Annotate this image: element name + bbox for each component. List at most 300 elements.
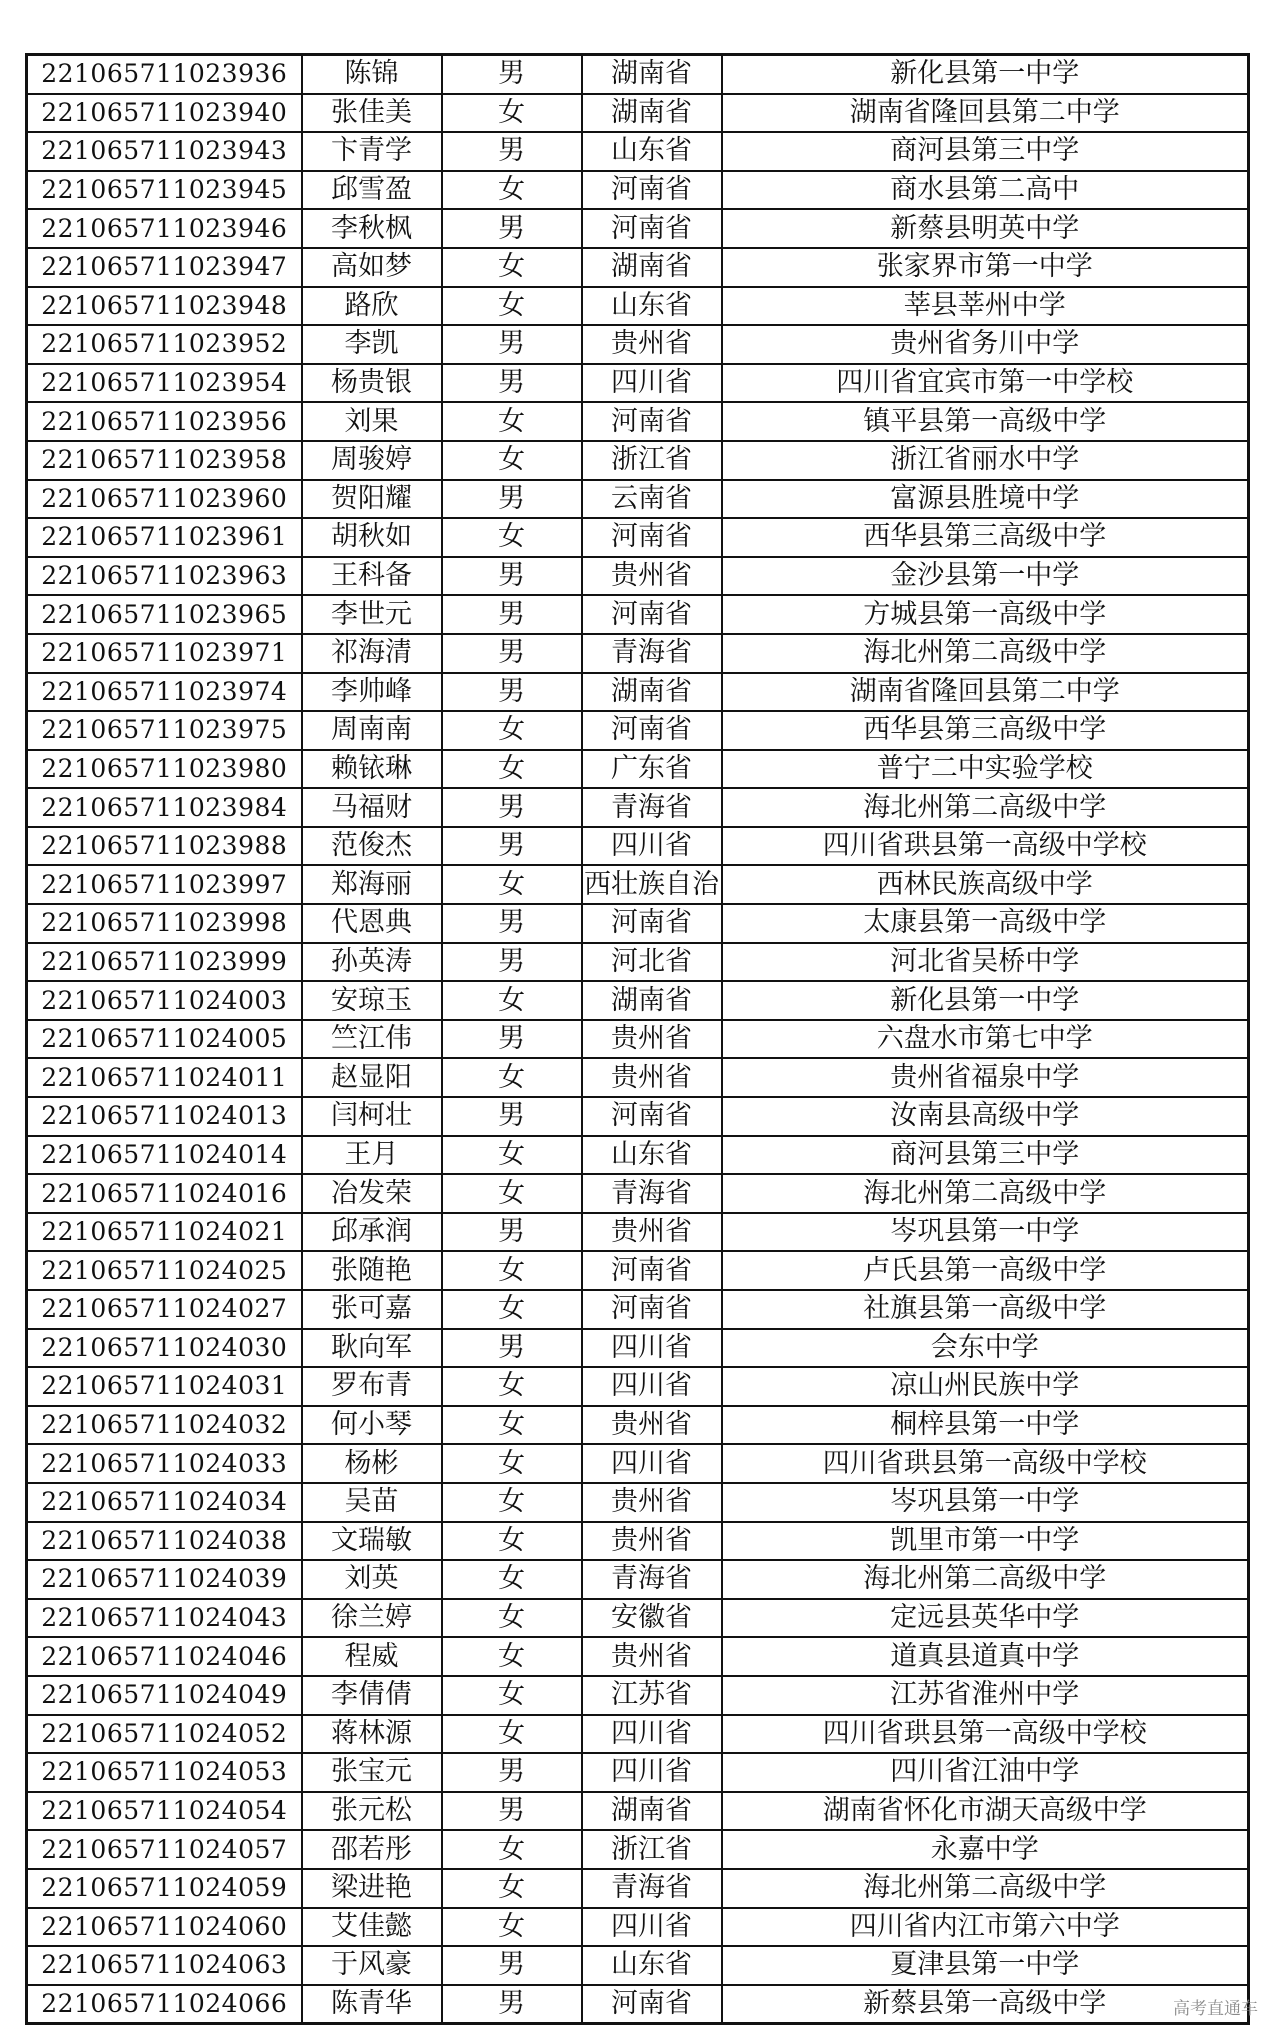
cell-id: 221065711024014 — [27, 1136, 302, 1175]
cell-name: 刘果 — [302, 402, 442, 441]
cell-province: 河南省 — [582, 1985, 722, 2024]
cell-id: 221065711023961 — [27, 518, 302, 557]
cell-province: 湖南省 — [582, 673, 722, 712]
cell-id: 221065711023952 — [27, 325, 302, 364]
cell-school: 商水县第二高中 — [722, 171, 1249, 210]
cell-school: 六盘水市第七中学 — [722, 1020, 1249, 1059]
cell-school: 凯里市第一中学 — [722, 1522, 1249, 1561]
table-row — [27, 1097, 1249, 1136]
cell-name: 赵显阳 — [302, 1058, 442, 1097]
cell-school: 江苏省淮州中学 — [722, 1676, 1249, 1715]
table-row — [27, 827, 1249, 866]
cell-school: 莘县莘州中学 — [722, 287, 1249, 326]
cell-id: 221065711024066 — [27, 1985, 302, 2024]
cell-id: 221065711024057 — [27, 1830, 302, 1869]
cell-school: 海北州第二高级中学 — [722, 788, 1249, 827]
cell-sex: 女 — [442, 402, 582, 441]
cell-name: 程威 — [302, 1637, 442, 1676]
cell-sex: 女 — [442, 1908, 582, 1947]
cell-sex: 女 — [442, 1637, 582, 1676]
table-row — [27, 55, 1249, 94]
cell-province: 贵州省 — [582, 325, 722, 364]
cell-name: 胡秋如 — [302, 518, 442, 557]
cell-name: 高如梦 — [302, 248, 442, 287]
cell-name: 徐兰婷 — [302, 1599, 442, 1638]
table-row — [27, 132, 1249, 171]
cell-id: 221065711023971 — [27, 634, 302, 673]
cell-id: 221065711024021 — [27, 1213, 302, 1252]
cell-province: 河南省 — [582, 171, 722, 210]
table-row — [27, 788, 1249, 827]
cell-sex: 男 — [442, 1792, 582, 1831]
table-row — [27, 634, 1249, 673]
cell-school: 湖南省隆回县第二中学 — [722, 94, 1249, 133]
cell-sex: 女 — [442, 1599, 582, 1638]
table-row — [27, 518, 1249, 557]
cell-province: 湖南省 — [582, 94, 722, 133]
cell-sex: 男 — [442, 325, 582, 364]
table-row — [27, 1136, 1249, 1175]
cell-sex: 女 — [442, 1560, 582, 1599]
cell-id: 221065711023946 — [27, 209, 302, 248]
cell-name: 贺阳耀 — [302, 480, 442, 519]
cell-school: 四川省内江市第六中学 — [722, 1908, 1249, 1947]
cell-school: 岑巩县第一中学 — [722, 1213, 1249, 1252]
cell-sex: 男 — [442, 480, 582, 519]
table-row — [27, 480, 1249, 519]
cell-sex: 男 — [442, 557, 582, 596]
cell-province: 贵州省 — [582, 1522, 722, 1561]
cell-sex: 女 — [442, 1406, 582, 1445]
cell-id: 221065711024033 — [27, 1444, 302, 1483]
cell-sex: 女 — [442, 441, 582, 480]
cell-sex: 女 — [442, 981, 582, 1020]
cell-school: 海北州第二高级中学 — [722, 1869, 1249, 1908]
cell-school: 海北州第二高级中学 — [722, 634, 1249, 673]
cell-id: 221065711023956 — [27, 402, 302, 441]
cell-sex: 女 — [442, 518, 582, 557]
cell-name: 赖铱琳 — [302, 750, 442, 789]
cell-id: 221065711023940 — [27, 94, 302, 133]
cell-name: 闫柯壮 — [302, 1097, 442, 1136]
cell-id: 221065711024034 — [27, 1483, 302, 1522]
cell-school: 张家界市第一中学 — [722, 248, 1249, 287]
cell-sex: 男 — [442, 673, 582, 712]
table-row — [27, 750, 1249, 789]
cell-name: 邱承润 — [302, 1213, 442, 1252]
cell-name: 于风豪 — [302, 1946, 442, 1985]
cell-id: 221065711024030 — [27, 1329, 302, 1368]
cell-school: 富源县胜境中学 — [722, 480, 1249, 519]
cell-province: 青海省 — [582, 1869, 722, 1908]
cell-name: 张可嘉 — [302, 1290, 442, 1329]
cell-id: 221065711024039 — [27, 1560, 302, 1599]
cell-sex: 男 — [442, 634, 582, 673]
table-row — [27, 1676, 1249, 1715]
cell-sex: 女 — [442, 248, 582, 287]
cell-province: 浙江省 — [582, 441, 722, 480]
cell-sex: 女 — [442, 1367, 582, 1406]
cell-province: 河南省 — [582, 518, 722, 557]
cell-name: 周骏婷 — [302, 441, 442, 480]
cell-name: 罗布青 — [302, 1367, 442, 1406]
cell-id: 221065711024053 — [27, 1753, 302, 1792]
cell-sex: 男 — [442, 595, 582, 634]
cell-province: 山东省 — [582, 287, 722, 326]
cell-school: 贵州省福泉中学 — [722, 1058, 1249, 1097]
cell-sex: 女 — [442, 865, 582, 904]
cell-id: 221065711023947 — [27, 248, 302, 287]
cell-sex: 男 — [442, 788, 582, 827]
cell-id: 221065711024005 — [27, 1020, 302, 1059]
cell-name: 张佳美 — [302, 94, 442, 133]
cell-school: 新化县第一中学 — [722, 55, 1249, 94]
cell-school: 商河县第三中学 — [722, 1136, 1249, 1175]
cell-id: 221065711024025 — [27, 1251, 302, 1290]
table-row — [27, 1406, 1249, 1445]
cell-id: 221065711023975 — [27, 711, 302, 750]
cell-id: 221065711024046 — [27, 1637, 302, 1676]
cell-id: 221065711023998 — [27, 904, 302, 943]
cell-id: 221065711023997 — [27, 865, 302, 904]
cell-name: 蒋林源 — [302, 1715, 442, 1754]
cell-province: 广东省 — [582, 750, 722, 789]
cell-name: 李帅峰 — [302, 673, 442, 712]
table-row — [27, 1753, 1249, 1792]
cell-name: 张随艳 — [302, 1251, 442, 1290]
table-row — [27, 1367, 1249, 1406]
cell-province: 湖南省 — [582, 55, 722, 94]
cell-province: 浙江省 — [582, 1830, 722, 1869]
table-row — [27, 981, 1249, 1020]
cell-name: 邵若彤 — [302, 1830, 442, 1869]
cell-id: 221065711024032 — [27, 1406, 302, 1445]
cell-province: 贵州省 — [582, 1213, 722, 1252]
cell-id: 221065711023948 — [27, 287, 302, 326]
cell-id: 221065711024043 — [27, 1599, 302, 1638]
table-row — [27, 1174, 1249, 1213]
table-row — [27, 364, 1249, 403]
cell-name: 张元松 — [302, 1792, 442, 1831]
cell-sex: 男 — [442, 364, 582, 403]
table-row — [27, 711, 1249, 750]
cell-sex: 男 — [442, 209, 582, 248]
cell-id: 221065711023963 — [27, 557, 302, 596]
cell-province: 湖南省 — [582, 981, 722, 1020]
cell-name: 李凯 — [302, 325, 442, 364]
cell-school: 商河县第三中学 — [722, 132, 1249, 171]
cell-name: 安琼玉 — [302, 981, 442, 1020]
cell-school: 四川省珙县第一高级中学校 — [722, 1444, 1249, 1483]
table-row — [27, 209, 1249, 248]
cell-school: 西华县第三高级中学 — [722, 518, 1249, 557]
cell-name: 邱雪盈 — [302, 171, 442, 210]
table-row — [27, 1830, 1249, 1869]
cell-school: 贵州省务川中学 — [722, 325, 1249, 364]
cell-name: 耿向军 — [302, 1329, 442, 1368]
cell-school: 海北州第二高级中学 — [722, 1560, 1249, 1599]
cell-province: 贵州省 — [582, 557, 722, 596]
cell-id: 221065711024054 — [27, 1792, 302, 1831]
table-row — [27, 441, 1249, 480]
cell-id: 221065711023999 — [27, 943, 302, 982]
table-row — [27, 943, 1249, 982]
cell-name: 周南南 — [302, 711, 442, 750]
cell-province: 四川省 — [582, 1753, 722, 1792]
cell-school: 海北州第二高级中学 — [722, 1174, 1249, 1213]
cell-province: 河南省 — [582, 904, 722, 943]
table-row — [27, 1908, 1249, 1947]
cell-sex: 女 — [442, 94, 582, 133]
cell-name: 范俊杰 — [302, 827, 442, 866]
cell-sex: 女 — [442, 711, 582, 750]
student-roster-table — [25, 53, 1250, 2025]
table-row — [27, 1715, 1249, 1754]
watermark-text: 高考直通车 — [1173, 1999, 1258, 2019]
cell-id: 221065711023958 — [27, 441, 302, 480]
cell-id: 221065711023945 — [27, 171, 302, 210]
cell-school: 镇平县第一高级中学 — [722, 402, 1249, 441]
table-row — [27, 94, 1249, 133]
table-row — [27, 904, 1249, 943]
table-row — [27, 1290, 1249, 1329]
cell-sex: 女 — [442, 1251, 582, 1290]
cell-sex: 男 — [442, 943, 582, 982]
table-row — [27, 1213, 1249, 1252]
cell-province: 湖南省 — [582, 248, 722, 287]
table-row — [27, 248, 1249, 287]
cell-province: 四川省 — [582, 1367, 722, 1406]
cell-id: 221065711024049 — [27, 1676, 302, 1715]
cell-province: 江苏省 — [582, 1676, 722, 1715]
cell-province: 青海省 — [582, 1174, 722, 1213]
cell-id: 221065711023943 — [27, 132, 302, 171]
cell-id: 221065711024060 — [27, 1908, 302, 1947]
cell-name: 杨贵银 — [302, 364, 442, 403]
cell-name: 郑海丽 — [302, 865, 442, 904]
cell-name: 艾佳懿 — [302, 1908, 442, 1947]
cell-id: 221065711023980 — [27, 750, 302, 789]
cell-province: 贵州省 — [582, 1020, 722, 1059]
table-row — [27, 1560, 1249, 1599]
cell-sex: 女 — [442, 1483, 582, 1522]
cell-school: 会东中学 — [722, 1329, 1249, 1368]
cell-province: 安徽省 — [582, 1599, 722, 1638]
cell-province: 山东省 — [582, 1946, 722, 1985]
cell-school: 定远县英华中学 — [722, 1599, 1249, 1638]
table-row — [27, 1599, 1249, 1638]
table-row — [27, 325, 1249, 364]
cell-sex: 男 — [442, 1020, 582, 1059]
cell-id: 221065711024016 — [27, 1174, 302, 1213]
table-row — [27, 1792, 1249, 1831]
table-row — [27, 865, 1249, 904]
cell-sex: 女 — [442, 1444, 582, 1483]
cell-province: 河南省 — [582, 711, 722, 750]
cell-id: 221065711024011 — [27, 1058, 302, 1097]
cell-id: 221065711024063 — [27, 1946, 302, 1985]
cell-name: 王月 — [302, 1136, 442, 1175]
cell-school: 汝南县高级中学 — [722, 1097, 1249, 1136]
cell-id: 221065711023984 — [27, 788, 302, 827]
table-row — [27, 287, 1249, 326]
cell-school: 夏津县第一中学 — [722, 1946, 1249, 1985]
cell-id: 221065711024038 — [27, 1522, 302, 1561]
cell-name: 冶发荣 — [302, 1174, 442, 1213]
cell-sex: 男 — [442, 904, 582, 943]
cell-school: 普宁二中实验学校 — [722, 750, 1249, 789]
table-row — [27, 1020, 1249, 1059]
cell-school: 湖南省怀化市湖天高级中学 — [722, 1792, 1249, 1831]
cell-province: 河南省 — [582, 595, 722, 634]
cell-id: 221065711024003 — [27, 981, 302, 1020]
cell-province: 河南省 — [582, 209, 722, 248]
table-row — [27, 402, 1249, 441]
cell-province: 青海省 — [582, 1560, 722, 1599]
cell-sex: 女 — [442, 1676, 582, 1715]
table-row — [27, 1483, 1249, 1522]
cell-school: 四川省宜宾市第一中学校 — [722, 364, 1249, 403]
cell-name: 文瑞敏 — [302, 1522, 442, 1561]
cell-name: 刘英 — [302, 1560, 442, 1599]
cell-province: 四川省 — [582, 1329, 722, 1368]
cell-school: 道真县道真中学 — [722, 1637, 1249, 1676]
cell-province: 贵州省 — [582, 1637, 722, 1676]
cell-school: 四川省珙县第一高级中学校 — [722, 827, 1249, 866]
cell-id: 221065711024031 — [27, 1367, 302, 1406]
cell-school: 浙江省丽水中学 — [722, 441, 1249, 480]
cell-id: 221065711023960 — [27, 480, 302, 519]
cell-name: 陈青华 — [302, 1985, 442, 2024]
cell-sex: 男 — [442, 132, 582, 171]
cell-name: 卞青学 — [302, 132, 442, 171]
cell-name: 代恩典 — [302, 904, 442, 943]
cell-id: 221065711024059 — [27, 1869, 302, 1908]
cell-province: 河北省 — [582, 943, 722, 982]
cell-sex: 女 — [442, 171, 582, 210]
cell-name: 竺江伟 — [302, 1020, 442, 1059]
cell-province: 河南省 — [582, 1251, 722, 1290]
cell-province: 青海省 — [582, 634, 722, 673]
cell-province: 山东省 — [582, 132, 722, 171]
cell-name: 吴苗 — [302, 1483, 442, 1522]
cell-school: 湖南省隆回县第二中学 — [722, 673, 1249, 712]
cell-name: 李秋枫 — [302, 209, 442, 248]
cell-province: 青海省 — [582, 788, 722, 827]
cell-name: 祁海清 — [302, 634, 442, 673]
cell-province: 河南省 — [582, 1290, 722, 1329]
table-row — [27, 557, 1249, 596]
cell-sex: 女 — [442, 1290, 582, 1329]
cell-sex: 男 — [442, 1753, 582, 1792]
cell-province: 贵州省 — [582, 1483, 722, 1522]
cell-school: 金沙县第一中学 — [722, 557, 1249, 596]
cell-province: 湖南省 — [582, 1792, 722, 1831]
cell-sex: 男 — [442, 1985, 582, 2024]
cell-sex: 女 — [442, 1136, 582, 1175]
cell-sex: 女 — [442, 750, 582, 789]
cell-sex: 女 — [442, 1058, 582, 1097]
table-row — [27, 1946, 1249, 1985]
cell-name: 马福财 — [302, 788, 442, 827]
cell-sex: 女 — [442, 1174, 582, 1213]
cell-id: 221065711023988 — [27, 827, 302, 866]
cell-school: 四川省珙县第一高级中学校 — [722, 1715, 1249, 1754]
cell-school: 桐梓县第一中学 — [722, 1406, 1249, 1445]
cell-sex: 男 — [442, 55, 582, 94]
cell-name: 王科备 — [302, 557, 442, 596]
cell-province: 贵州省 — [582, 1058, 722, 1097]
cell-sex: 男 — [442, 1213, 582, 1252]
cell-sex: 女 — [442, 1715, 582, 1754]
cell-province: 四川省 — [582, 1908, 722, 1947]
table-row — [27, 1869, 1249, 1908]
table-row — [27, 595, 1249, 634]
cell-province: 西壮族自治 — [582, 865, 722, 904]
cell-name: 何小琴 — [302, 1406, 442, 1445]
cell-name: 张宝元 — [302, 1753, 442, 1792]
cell-school: 四川省江油中学 — [722, 1753, 1249, 1792]
table-row — [27, 1985, 1249, 2024]
cell-sex: 男 — [442, 1097, 582, 1136]
table-row — [27, 171, 1249, 210]
cell-school: 新蔡县明英中学 — [722, 209, 1249, 248]
cell-id: 221065711024027 — [27, 1290, 302, 1329]
cell-name: 陈锦 — [302, 55, 442, 94]
cell-school: 新化县第一中学 — [722, 981, 1249, 1020]
table-row — [27, 1637, 1249, 1676]
cell-province: 云南省 — [582, 480, 722, 519]
cell-province: 四川省 — [582, 1715, 722, 1754]
cell-province: 四川省 — [582, 364, 722, 403]
cell-province: 山东省 — [582, 1136, 722, 1175]
cell-id: 221065711023954 — [27, 364, 302, 403]
table-row — [27, 1058, 1249, 1097]
cell-name: 杨彬 — [302, 1444, 442, 1483]
cell-sex: 男 — [442, 827, 582, 866]
cell-school: 岑巩县第一中学 — [722, 1483, 1249, 1522]
cell-sex: 女 — [442, 1830, 582, 1869]
cell-school: 新蔡县第一高级中学 — [722, 1985, 1249, 2024]
cell-sex: 男 — [442, 1329, 582, 1368]
cell-school: 方城县第一高级中学 — [722, 595, 1249, 634]
table-row — [27, 1329, 1249, 1368]
cell-school: 西华县第三高级中学 — [722, 711, 1249, 750]
cell-school: 永嘉中学 — [722, 1830, 1249, 1869]
cell-sex: 女 — [442, 287, 582, 326]
cell-name: 李世元 — [302, 595, 442, 634]
cell-province: 河南省 — [582, 1097, 722, 1136]
cell-id: 221065711024052 — [27, 1715, 302, 1754]
table-row — [27, 1522, 1249, 1561]
cell-id: 221065711023936 — [27, 55, 302, 94]
cell-school: 太康县第一高级中学 — [722, 904, 1249, 943]
cell-sex: 女 — [442, 1869, 582, 1908]
cell-school: 西林民族高级中学 — [722, 865, 1249, 904]
table-row — [27, 673, 1249, 712]
cell-name: 路欣 — [302, 287, 442, 326]
cell-id: 221065711023965 — [27, 595, 302, 634]
cell-province: 河南省 — [582, 402, 722, 441]
cell-name: 李倩倩 — [302, 1676, 442, 1715]
cell-id: 221065711024013 — [27, 1097, 302, 1136]
cell-school: 社旗县第一高级中学 — [722, 1290, 1249, 1329]
cell-school: 河北省吴桥中学 — [722, 943, 1249, 982]
cell-province: 贵州省 — [582, 1406, 722, 1445]
cell-school: 凉山州民族中学 — [722, 1367, 1249, 1406]
cell-name: 孙英涛 — [302, 943, 442, 982]
cell-id: 221065711023974 — [27, 673, 302, 712]
